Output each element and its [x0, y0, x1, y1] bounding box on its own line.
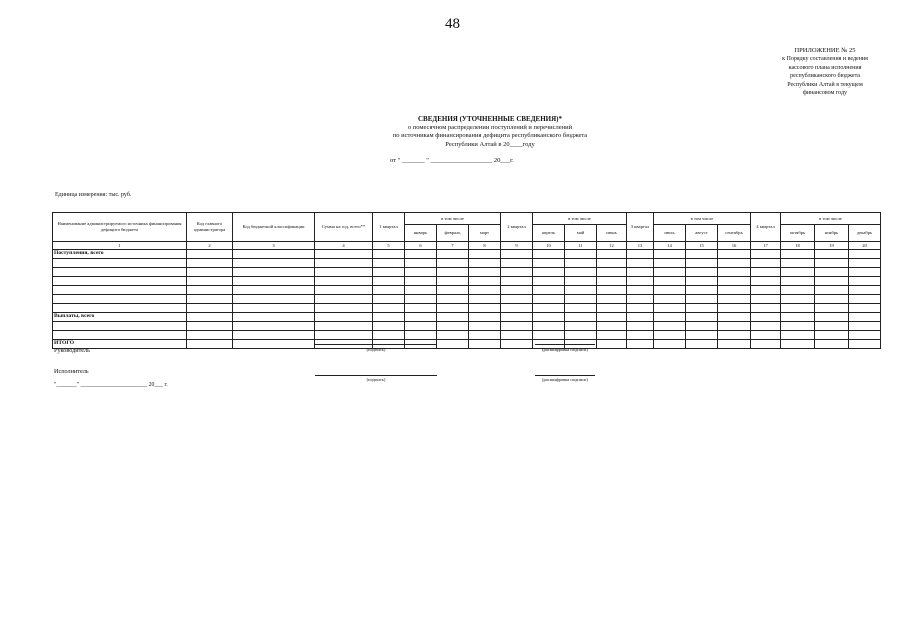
table-cell	[718, 268, 751, 277]
column-number: 5	[373, 242, 405, 250]
table-cell	[233, 259, 315, 268]
table-cell	[533, 331, 565, 340]
column-number: 9	[501, 242, 533, 250]
table-cell	[751, 322, 781, 331]
table-cell	[751, 304, 781, 313]
table-cell	[405, 295, 437, 304]
table-cell	[565, 268, 597, 277]
table-cell	[373, 259, 405, 268]
table-cell	[501, 277, 533, 286]
table-cell	[815, 286, 849, 295]
table-cell	[373, 295, 405, 304]
column-number: 8	[469, 242, 501, 250]
table-cell	[315, 304, 373, 313]
table-cell	[373, 331, 405, 340]
column-number: 1	[53, 242, 187, 250]
table-cell	[233, 331, 315, 340]
table-cell	[187, 268, 233, 277]
header-month: январь	[405, 225, 437, 242]
table-cell	[718, 259, 751, 268]
table-cell	[53, 331, 187, 340]
table-cell	[437, 286, 469, 295]
table-cell	[565, 286, 597, 295]
table-cell	[815, 268, 849, 277]
header-month: март	[469, 225, 501, 242]
table-cell	[686, 259, 718, 268]
table-cell	[654, 322, 686, 331]
appendix-title: ПРИЛОЖЕНИЕ № 25	[794, 47, 856, 54]
table-cell	[315, 277, 373, 286]
table-cell	[315, 268, 373, 277]
table-cell	[815, 259, 849, 268]
header-month: август	[686, 225, 718, 242]
table-cell	[437, 304, 469, 313]
header-including: в том числе	[654, 213, 751, 225]
table-cell	[627, 277, 654, 286]
table-cell	[53, 286, 187, 295]
table-cell	[533, 304, 565, 313]
header-including: в том числе	[405, 213, 501, 225]
table-cell	[718, 286, 751, 295]
table-cell	[315, 331, 373, 340]
header-including: в том числе	[533, 213, 627, 225]
table-cell	[627, 331, 654, 340]
table-cell	[686, 322, 718, 331]
header-month: апрель	[533, 225, 565, 242]
table-cell	[781, 277, 815, 286]
signature-date-line: "_______" _______________________ 20___ г.	[54, 382, 168, 388]
row-label-receipts: Поступления, всего	[53, 250, 187, 259]
table-cell	[597, 277, 627, 286]
table-cell	[533, 286, 565, 295]
table-cell	[565, 277, 597, 286]
table-cell	[781, 268, 815, 277]
column-number: 10	[533, 242, 565, 250]
table-cell	[501, 304, 533, 313]
header-annual-sum: Сумма на год, всего**	[315, 213, 373, 242]
table-cell	[469, 286, 501, 295]
header-q2: 2 квартал	[501, 213, 533, 242]
table-cell	[469, 268, 501, 277]
appendix-line: кассового плана исполнения	[788, 64, 862, 71]
table-row	[53, 259, 881, 268]
table-cell	[597, 268, 627, 277]
table-cell	[849, 304, 881, 313]
table-cell	[437, 295, 469, 304]
table-cell	[53, 259, 187, 268]
decode-caption: (расшифровка подписи)	[542, 377, 588, 382]
table-cell	[469, 259, 501, 268]
table-cell	[469, 304, 501, 313]
table-cell	[233, 322, 315, 331]
table-cell	[654, 304, 686, 313]
table-cell	[627, 268, 654, 277]
table-cell	[53, 304, 187, 313]
table-cell	[627, 295, 654, 304]
table-cell	[718, 277, 751, 286]
header-month: май	[565, 225, 597, 242]
table-row	[53, 304, 881, 313]
title-line: о помесячном распределении поступлений и перечислений	[407, 123, 573, 131]
appendix-line: республиканского бюджета	[790, 73, 860, 80]
table-cell	[405, 304, 437, 313]
table-cell	[815, 322, 849, 331]
column-number: 20	[849, 242, 881, 250]
table-cell	[469, 322, 501, 331]
table-cell	[597, 304, 627, 313]
table-cell	[751, 295, 781, 304]
column-number: 14	[654, 242, 686, 250]
table-cell	[849, 331, 881, 340]
table-cell	[373, 277, 405, 286]
table-cell	[501, 295, 533, 304]
table-cell	[187, 331, 233, 340]
table-cell	[565, 304, 597, 313]
table-row	[53, 322, 881, 331]
table-cell	[654, 331, 686, 340]
title-line: по источникам финансирования дефицита республиканского бюджета	[392, 132, 588, 140]
table-cell	[233, 295, 315, 304]
decode-line	[535, 375, 595, 376]
table-cell	[654, 268, 686, 277]
table-cell	[751, 268, 781, 277]
table-cell	[627, 286, 654, 295]
column-number: 16	[718, 242, 751, 250]
table-cell	[533, 259, 565, 268]
column-number: 6	[405, 242, 437, 250]
table-cell	[781, 322, 815, 331]
header-source-name: Наименование администрируемого источника финансирования дефицита бюджета	[53, 213, 187, 242]
table-cell	[815, 295, 849, 304]
table-cell	[501, 268, 533, 277]
column-number: 4	[315, 242, 373, 250]
table-cell	[405, 322, 437, 331]
column-number: 7	[437, 242, 469, 250]
table-cell	[849, 268, 881, 277]
table-cell	[627, 304, 654, 313]
table-cell	[437, 277, 469, 286]
title-line: Республики Алтай в 20____году	[445, 140, 535, 148]
table-cell	[718, 331, 751, 340]
table-cell	[315, 259, 373, 268]
table-cell	[849, 277, 881, 286]
table-cell	[437, 331, 469, 340]
table-cell	[187, 295, 233, 304]
appendix-line: Республики Алтай в текущем	[787, 81, 863, 88]
table-cell	[815, 304, 849, 313]
table-cell	[849, 286, 881, 295]
decode-line	[535, 344, 595, 345]
table-cell	[751, 286, 781, 295]
page-number: 48	[445, 16, 460, 32]
signature-caption: (подпись)	[366, 347, 386, 352]
table-cell	[373, 268, 405, 277]
table-cell	[405, 331, 437, 340]
table-cell	[781, 286, 815, 295]
table-cell	[751, 277, 781, 286]
table-cell	[815, 331, 849, 340]
table-cell	[686, 295, 718, 304]
table-cell	[565, 295, 597, 304]
column-number: 3	[233, 242, 315, 250]
table-cell	[751, 259, 781, 268]
table-cell	[533, 295, 565, 304]
header-q1: 1 квартал	[373, 213, 405, 242]
table-cell	[565, 331, 597, 340]
header-month: декабрь	[849, 225, 881, 242]
table-cell	[373, 286, 405, 295]
table-cell	[533, 277, 565, 286]
column-number: 2	[187, 242, 233, 250]
column-number: 19	[815, 242, 849, 250]
row-label-payments: Выплаты, всего	[53, 313, 187, 322]
table-row	[53, 268, 881, 277]
table-cell	[53, 268, 187, 277]
table-cell	[233, 304, 315, 313]
report-table	[52, 212, 881, 349]
table-cell	[187, 259, 233, 268]
table-cell	[686, 277, 718, 286]
table-cell	[373, 304, 405, 313]
table-cell	[53, 295, 187, 304]
table-cell	[233, 268, 315, 277]
unit-label: Единица измерения: тыс. руб.	[55, 192, 132, 198]
table-cell	[405, 277, 437, 286]
table-cell	[849, 259, 881, 268]
header-month: февраль	[437, 225, 469, 242]
table-cell	[469, 295, 501, 304]
header-budget-code: Код бюджетной классификации	[233, 213, 315, 242]
table-cell	[233, 286, 315, 295]
table-cell	[437, 322, 469, 331]
table-cell	[718, 322, 751, 331]
header-q3: 3 квартал	[627, 213, 654, 242]
table-cell	[627, 322, 654, 331]
table-cell	[718, 295, 751, 304]
table-cell	[405, 259, 437, 268]
table-cell	[315, 295, 373, 304]
header-admin-code: Код главного администратора	[187, 213, 233, 242]
table-row	[53, 286, 881, 295]
table-cell	[686, 304, 718, 313]
document-title	[250, 115, 730, 149]
table-cell	[654, 295, 686, 304]
table-cell	[187, 277, 233, 286]
table-cell	[405, 268, 437, 277]
appendix-block	[755, 47, 895, 97]
table-cell	[53, 322, 187, 331]
column-number: 11	[565, 242, 597, 250]
table-cell	[501, 322, 533, 331]
executor-label: Исполнитель	[54, 368, 89, 375]
header-month: ноябрь	[815, 225, 849, 242]
table-cell	[718, 304, 751, 313]
table-cell	[437, 259, 469, 268]
table-cell	[686, 268, 718, 277]
column-number: 18	[781, 242, 815, 250]
column-number: 13	[627, 242, 654, 250]
table-cell	[849, 322, 881, 331]
signature-caption: (подпись)	[366, 377, 386, 382]
table-cell	[405, 286, 437, 295]
table-cell	[437, 268, 469, 277]
table-cell	[501, 331, 533, 340]
column-number: 17	[751, 242, 781, 250]
table-row	[53, 295, 881, 304]
table-cell	[233, 277, 315, 286]
table-cell	[654, 286, 686, 295]
table-cell	[751, 331, 781, 340]
table-row	[53, 277, 881, 286]
table-cell	[315, 322, 373, 331]
table-cell	[53, 277, 187, 286]
table-cell	[187, 286, 233, 295]
table-cell	[501, 259, 533, 268]
table-cell	[469, 277, 501, 286]
header-month: июнь	[597, 225, 627, 242]
header-q4: 4 квартал	[751, 213, 781, 242]
header-month: октябрь	[781, 225, 815, 242]
table-cell	[781, 295, 815, 304]
date-line: от " _______ " ___________________ 20___г.	[390, 157, 514, 164]
table-cell	[686, 331, 718, 340]
header-month: июль	[654, 225, 686, 242]
table-cell	[654, 259, 686, 268]
table-cell	[501, 286, 533, 295]
table-cell	[781, 331, 815, 340]
table-cell	[597, 322, 627, 331]
table-cell	[533, 322, 565, 331]
table-cell	[781, 259, 815, 268]
appendix-line: финансовом году	[802, 90, 847, 97]
table-cell	[597, 295, 627, 304]
table-cell	[597, 286, 627, 295]
table-row	[53, 331, 881, 340]
table-cell	[469, 331, 501, 340]
column-number: 15	[686, 242, 718, 250]
header-month: сентябрь	[718, 225, 751, 242]
table-cell	[686, 286, 718, 295]
table-cell	[187, 304, 233, 313]
table-cell	[187, 322, 233, 331]
table-cell	[315, 286, 373, 295]
decode-caption: (расшифровка подписи)	[542, 347, 588, 352]
table-cell	[849, 295, 881, 304]
header-including: в том числе	[781, 213, 881, 225]
table-cell	[654, 277, 686, 286]
appendix-line: к Порядку составления и ведения	[782, 56, 868, 63]
table-cell	[627, 259, 654, 268]
signature-line	[315, 375, 437, 376]
row-label-total: ИТОГО	[53, 340, 187, 349]
table-cell	[597, 259, 627, 268]
table-cell	[565, 322, 597, 331]
table-cell	[565, 259, 597, 268]
table-cell	[815, 277, 849, 286]
column-number: 12	[597, 242, 627, 250]
table-cell	[533, 268, 565, 277]
table-cell	[781, 304, 815, 313]
table-cell	[373, 322, 405, 331]
column-number-row	[53, 242, 881, 250]
table-cell	[597, 331, 627, 340]
signature-line	[315, 344, 437, 345]
title-main: СВЕДЕНИЯ (УТОЧНЕННЫЕ СВЕДЕНИЯ)*	[418, 115, 562, 123]
head-label: Руководитель	[54, 347, 90, 354]
